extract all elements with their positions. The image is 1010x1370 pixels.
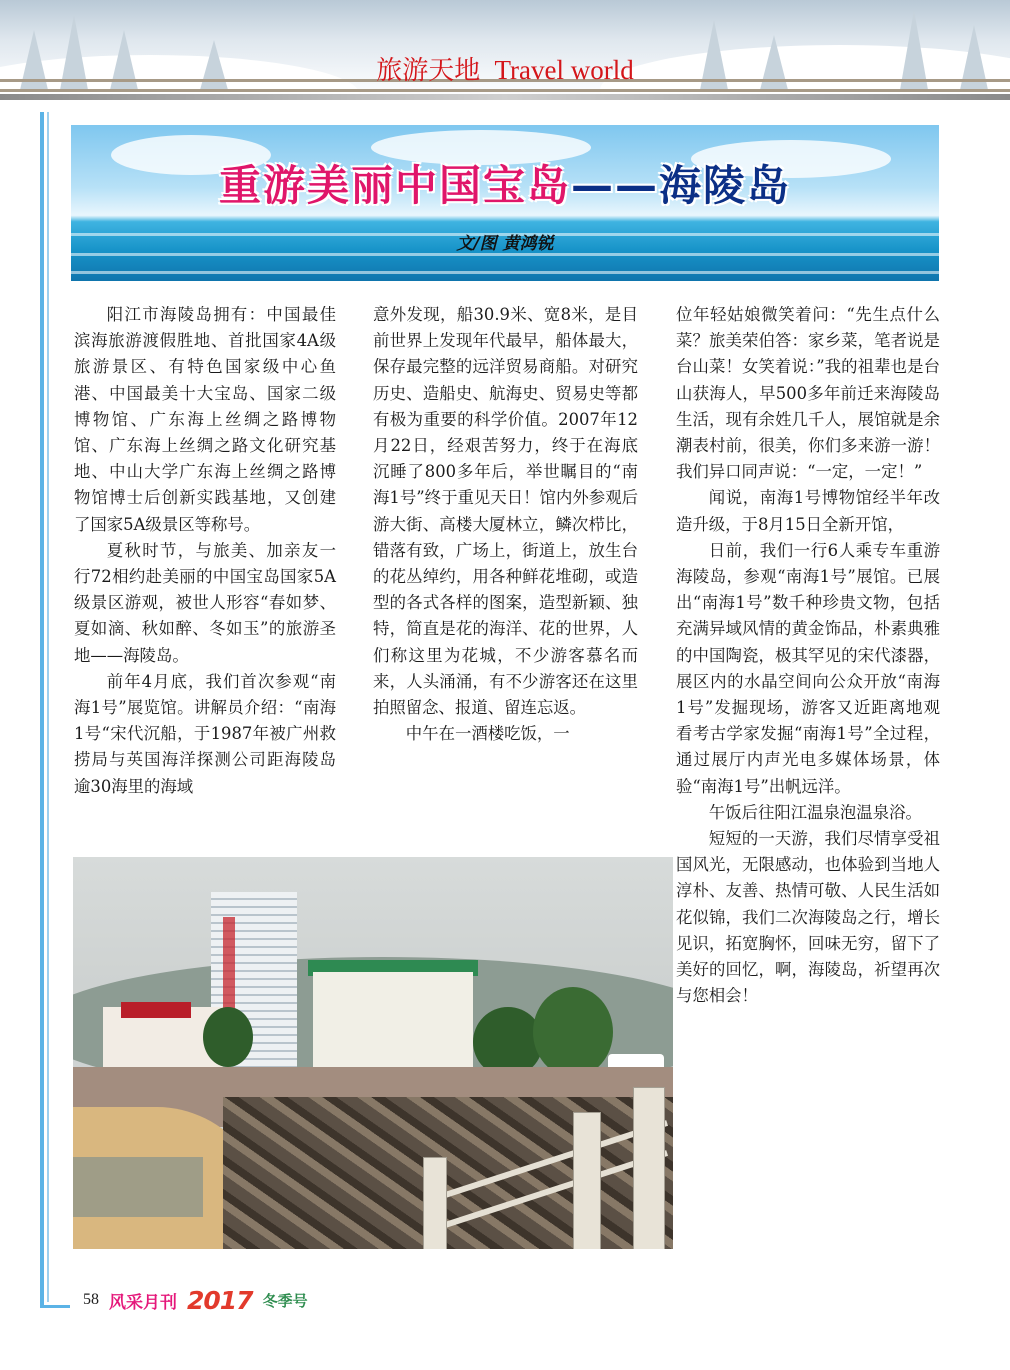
section-title-en: Travel world <box>494 55 634 85</box>
issue-year: 2017 <box>187 1285 253 1315</box>
paragraph: 位年轻姑娘微笑着问：“先生点什么菜？旅美荣伯答：家乡菜，笔者说是台山菜！女笑着说：”我的祖辈也是台山获海人，早500多年前迁来海陵岛生活，现有余姓几千人，展馆就是余潮表村前，很美，你们多来游一游！我们异口同声说：“一定，一定！” <box>676 305 940 482</box>
paragraph: 日前，我们一行6人乘专车重游海陵岛，参观“南海1号”展馆。已展出“南海1号”数千种珍贵文物，包括充满异域风情的黄金饰品，朴素典雅的中国陶瓷，极其罕见的宋代漆器，展区内的水晶空间向公众开放“南海1号”发掘现场，游客又近距离地观看考古学家发掘“南海1号”全过程，通过展厅内声光电多媒体场景，体验“南海1号”出帆远洋。 <box>676 540 940 796</box>
fence <box>0 89 1010 92</box>
photo-water <box>73 1157 203 1217</box>
left-decor-rule <box>47 112 49 1302</box>
paragraph: 前年4月底，我们首次参观“南海1号”展览馆。讲解员介绍：“南海1号“宋代沉船，于1987年被广州救捞局与英国海洋探测公司距海陵岛逾30海里的海域 <box>74 671 336 796</box>
text-column-1 <box>74 302 336 800</box>
article-title-main: 重游美丽中国宝岛 <box>218 161 571 210</box>
page-number: 58 <box>83 1291 99 1308</box>
left-decor-rule <box>40 112 44 1307</box>
photo-tree <box>533 987 613 1077</box>
paragraph: 意外发现，船30.9米、宽8米，是目前世界上发现年代最早，船体最大，保存最完整的远洋贸易商船。对研究历史、造船史、航海史、贸易史等都有极为重要的科学价值。2007年12月22日，经艰苦努力，终于在海底沉睡了800多年后，举世瞩目的“南海1号”终于重见天日！馆内外参观后游大街、高楼大厦林立，鳞次栉比，错落有致，广场上，街道上，放生台的花丛绰约，用各种鲜花堆砌，或造型的各式各样的图案，造型新颖、独特，简直是花的海洋、花的世界，人们称这里为花城，不少游客慕名而来，人头涌涌，有不少游客还在这里拍照留念、报道、留连忘返。 <box>373 305 638 718</box>
text-column-3 <box>676 302 940 1009</box>
photo-building <box>313 972 473 1082</box>
article-title-sub: ——海陵岛 <box>571 161 792 210</box>
magazine-name: 风采月刊 <box>109 1292 177 1313</box>
photo-tree <box>203 1007 253 1067</box>
section-title <box>0 50 1010 87</box>
paragraph: 阳江市海陵岛拥有：中国最佳滨海旅游渡假胜地、首批国家4A级旅游景区、有特色国家级中心鱼港、中国最美十大宝岛、国家二级博物馆、广东海上丝绸之路博物馆、广东海上丝绸之路文化研究基地、中山大学广东海上丝绸之路博物馆博士后创新实践基地，又创建了国家5A级景区等称号。 <box>74 305 336 534</box>
photo-red-sign <box>121 1002 191 1018</box>
article-title-banner <box>71 125 939 281</box>
header-banner <box>0 0 1010 100</box>
paragraph: 夏秋时节，与旅美、加亲友一行72相约赴美丽的中国宝岛国家5A级景区游观，被世人形容“春如梦、夏如滴、秋如醉、冬如玉”的旅游圣地——海陵岛。 <box>74 540 336 665</box>
seaside-photo <box>73 857 673 1249</box>
wave <box>71 271 939 274</box>
paragraph: 午饭后往阳江温泉泡温泉浴。 <box>708 802 922 822</box>
article-title <box>71 153 939 213</box>
section-title-cn: 旅游天地 <box>376 56 481 86</box>
paragraph: 中午在一酒楼吃饭，一 <box>405 724 570 744</box>
photo-post <box>423 1157 447 1249</box>
paragraph: 闻说，南海1号博物馆经半年改造升级，于8月15日全新开馆， <box>676 488 940 534</box>
header-divider <box>0 94 1010 100</box>
text-column-2 <box>373 302 638 747</box>
bottom-decor-rule <box>40 1305 70 1308</box>
article-byline: 文/图 黄鸿锐 <box>456 234 554 254</box>
page-footer <box>83 1285 308 1315</box>
photo-post <box>573 1112 601 1249</box>
paragraph: 短短的一天游，我们尽情享受祖国风光，无限感动，也体验到当地人淳朴、友善、热情可敬、人民生活如花似锦，我们二次海陵岛之行，增长见识，拓宽胸怀，回味无穷，留下了美好的回忆，啊，海陵岛，祈望再次与您相会！ <box>676 829 940 1006</box>
photo-post <box>633 1087 665 1249</box>
issue-season: 冬季号 <box>262 1291 308 1310</box>
